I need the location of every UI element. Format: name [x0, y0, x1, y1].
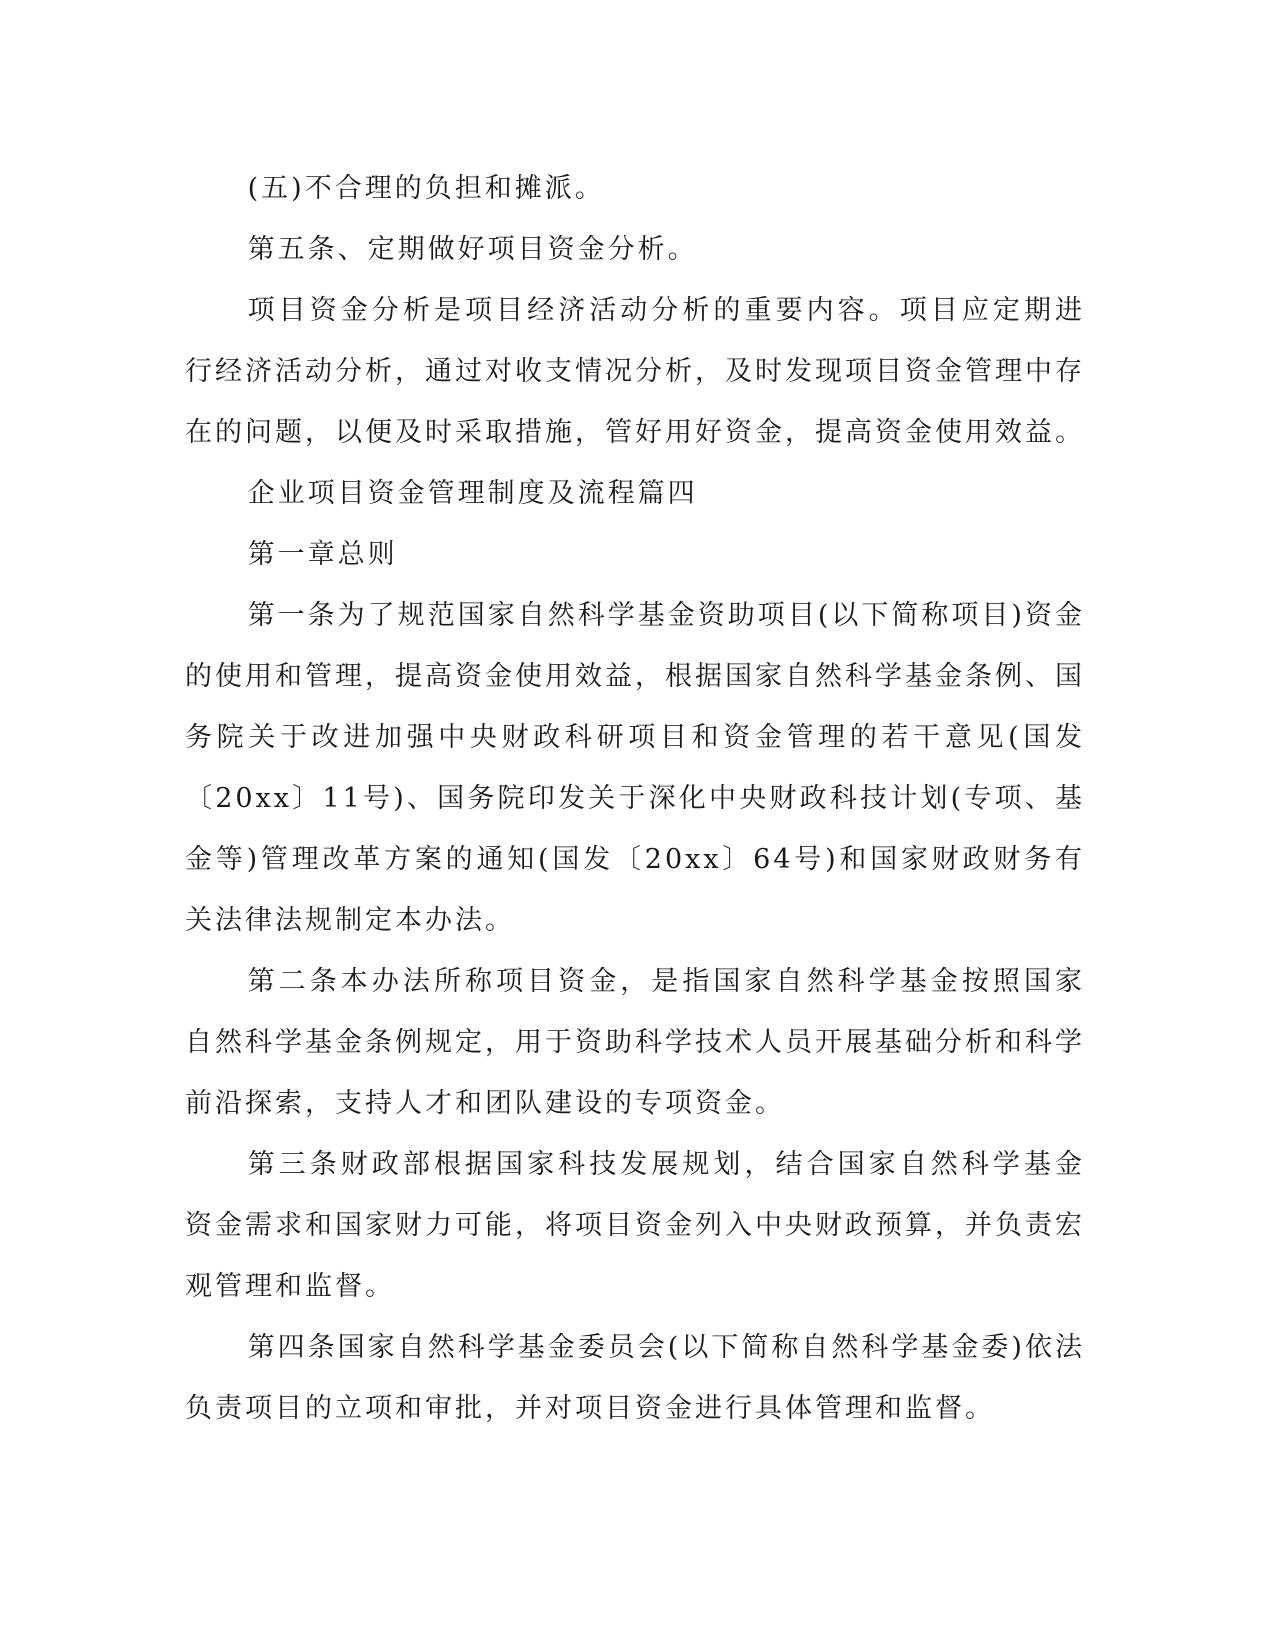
- chapter-title: 第一章总则: [247, 539, 398, 570]
- document-body: [185, 158, 1085, 1439]
- paragraph-article-1: 第一条为了规范国家自然科学基金资助项目(以下简称项目)资金的使用和管理，提高资金使用效益，根据国家自然科学基金条例、国务院关于改进加强中央财政科研项目和资金管理的若干意见(国发〔20xx〕11号)、国务院印发关于深化中央财政科技计划(专项、基金等)管理改革方案的通知(国发〔20xx〕64号)和国家财政财务有关法律法规制定本办法。: [185, 600, 1085, 936]
- paragraph-article-4: 第四条国家自然科学基金委员会(以下简称自然科学基金委)依法负责项目的立项和审批，并对项目资金进行具体管理和监督。: [185, 1332, 1085, 1424]
- paragraph-item-5: (五)不合理的负担和摊派。: [247, 173, 605, 204]
- paragraph-article-5: 第五条、定期做好项目资金分析。: [247, 234, 698, 265]
- paragraph-article-3: 第三条财政部根据国家科技发展规划，结合国家自然科学基金资金需求和国家财力可能，将项目资金列入中央财政预算，并负责宏观管理和监督。: [185, 1149, 1085, 1302]
- paragraph-article-2: 第二条本办法所称项目资金，是指国家自然科学基金按照国家自然科学基金条例规定，用于资助科学技术人员开展基础分析和科学前沿探索，支持人才和团队建设的专项资金。: [185, 966, 1085, 1119]
- paragraph-fund-analysis: 项目资金分析是项目经济活动分析的重要内容。项目应定期进行经济活动分析，通过对收支情况分析，及时发现项目资金管理中存在的问题，以便及时采取措施，管好用好资金，提高资金使用效益。: [185, 295, 1085, 448]
- section-title: 企业项目资金管理制度及流程篇四: [247, 478, 698, 509]
